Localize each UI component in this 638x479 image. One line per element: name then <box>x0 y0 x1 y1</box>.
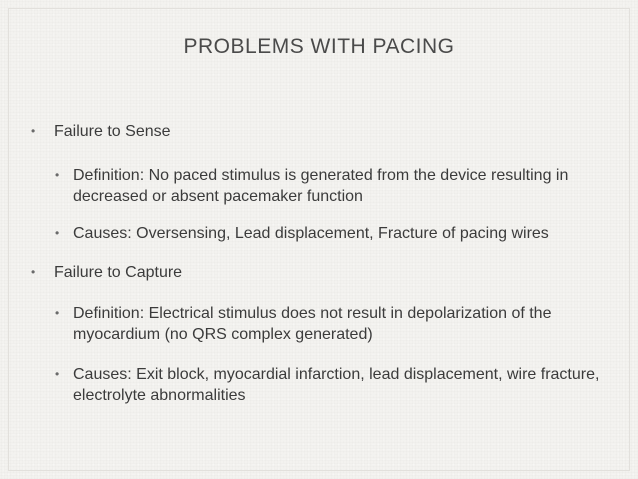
bullet-item-sense-definition <box>55 165 613 207</box>
bullet-text: Causes: Oversensing, Lead displacement, Fracture of pacing wires <box>73 225 549 242</box>
bullet-item-capture-definition <box>55 303 613 345</box>
slide-title: PROBLEMS WITH PACING <box>183 35 455 58</box>
bullet-text: Definition: No paced stimulus is generated from the device resulting in decreased or absent pacemaker function <box>73 167 569 205</box>
bullet-icon: • <box>55 168 60 182</box>
bullet-item-failure-to-capture <box>31 262 594 283</box>
bullet-text: Failure to Sense <box>54 123 171 140</box>
bullet-item-capture-causes <box>55 364 613 406</box>
bullet-icon: • <box>55 226 60 240</box>
bullet-icon: • <box>55 306 60 320</box>
bullet-icon: • <box>31 265 36 279</box>
bullet-text: Failure to Capture <box>54 264 183 281</box>
bullet-icon: • <box>55 367 60 381</box>
bullet-text: Definition: Electrical stimulus does not result in depolarization of the myocardium (no QRS complex generated) <box>73 305 552 343</box>
bullet-icon: • <box>31 124 36 138</box>
bullet-item-failure-to-sense <box>31 121 594 142</box>
bullet-item-sense-causes <box>55 223 613 244</box>
bullet-text: Causes: Exit block, myocardial infarction, lead displacement, wire fracture, electrolyte abnormalities <box>73 366 600 404</box>
